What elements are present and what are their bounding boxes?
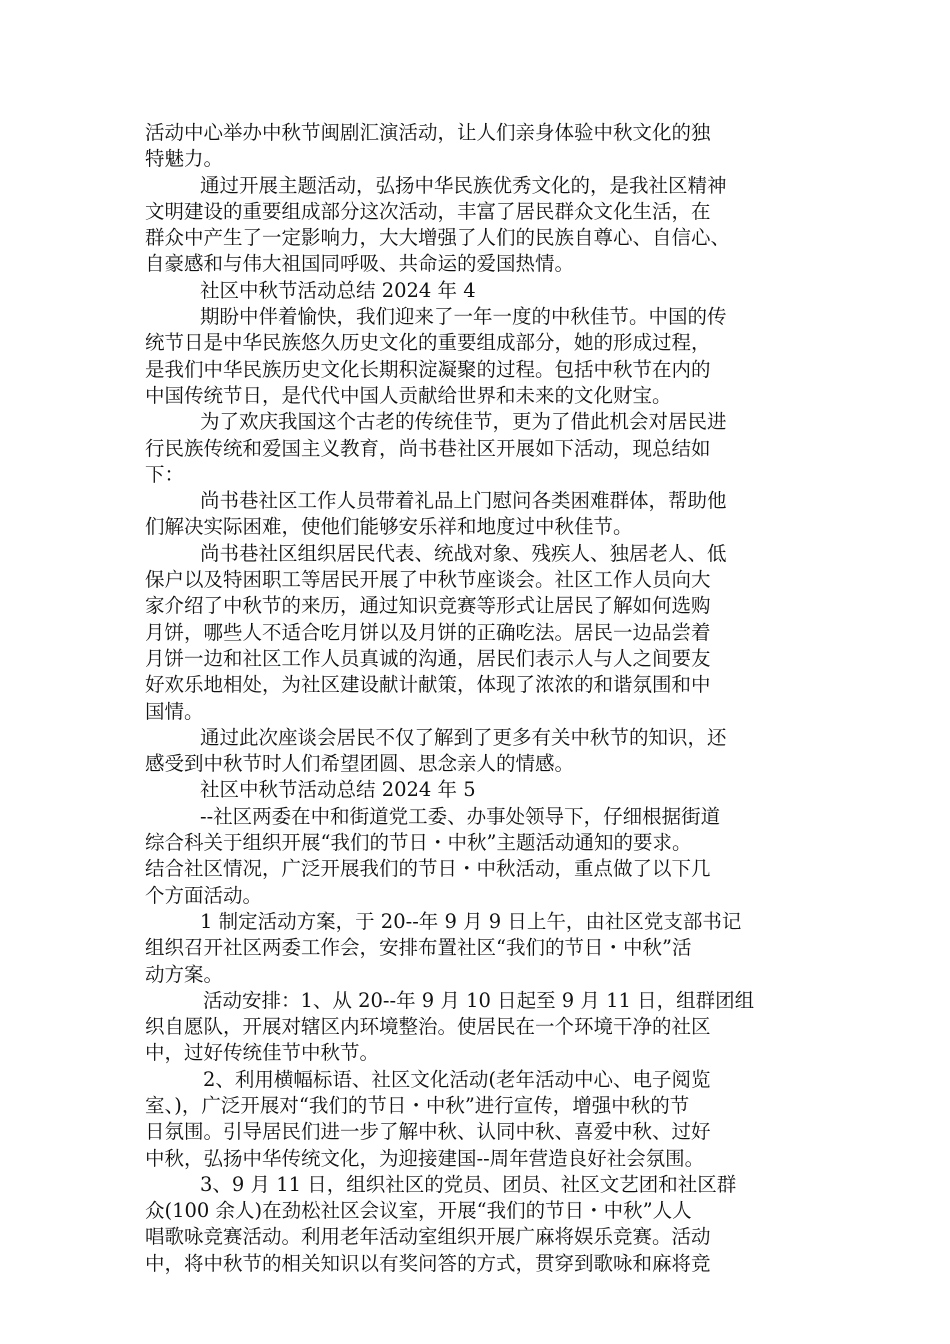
text-line: 室、)，广泛开展对“我们的节日・中秋”进行宣传，增强中秋的节 — [145, 1093, 690, 1117]
text-line: 文明建设的重要组成部分这次活动，丰富了居民群众文化生活，在 — [145, 199, 711, 223]
section-heading: 社区中秋节活动总结 2024 年 5 — [200, 778, 476, 802]
text-line: 组织召开社区两委工作会，安排布置社区“我们的节日・中秋”活 — [145, 936, 692, 960]
text-line: 日氛围。引导居民们进一步了解中秋、认同中秋、喜爱中秋、过好 — [145, 1120, 711, 1144]
text-line: 群众中产生了一定影响力，大大增强了人们的民族自尊心、自信心、 — [145, 226, 731, 250]
text-line: 个方面活动。 — [145, 883, 263, 907]
text-line: 通过此次座谈会居民不仅了解到了更多有关中秋节的知识，还 — [200, 725, 727, 749]
text-line: 国情。 — [145, 699, 204, 723]
text-line: 统节日是中华民族悠久历史文化的重要组成部分，她的形成过程， — [145, 331, 711, 355]
text-line: 保户以及特困职工等居民开展了中秋节座谈会。社区工作人员向大 — [145, 568, 711, 592]
text-line: 们解决实际困难，使他们能够安乐祥和地度过中秋佳节。 — [145, 515, 633, 539]
section-heading: 社区中秋节活动总结 2024 年 4 — [200, 278, 476, 302]
text-line: 动方案。 — [145, 962, 224, 986]
text-line: 唱歌咏竞赛活动。利用老年活动室组织开展广麻将娱乐竞赛。活动 — [145, 1225, 711, 1249]
text-line: 综合科关于组织开展“我们的节日・中秋”主题活动通知的要求。 — [145, 831, 692, 855]
text-line: 中，过好传统佳节中秋节。 — [145, 1041, 380, 1065]
text-line: 下： — [145, 462, 185, 486]
text-line: 月饼，哪些人不适合吃月饼以及月饼的正确吃法。居民一边品尝着 — [145, 620, 711, 644]
text-line: 结合社区情况，广泛开展我们的节日・中秋活动，重点做了以下几 — [145, 857, 711, 881]
text-line: 尚书巷社区组织居民代表、统战对象、残疾人、独居老人、低 — [200, 541, 727, 565]
text-line: 众(100 余人)在劲松社区会议室，开展“我们的节日・中秋”人人 — [145, 1199, 692, 1223]
text-line: 1 制定活动方案，于 20--年 9 月 9 日上午，由社区党支部书记 — [200, 909, 742, 933]
text-line: 行民族传统和爱国主义教育，尚书巷社区开展如下活动，现总结如 — [145, 436, 711, 460]
text-line: 织自愿队，开展对辖区内环境整治。使居民在一个环境干净的社区 — [145, 1015, 711, 1039]
text-line: 中国传统节日，是代代中国人贡献给世界和未来的文化财宝。 — [145, 383, 672, 407]
text-line: 2、利用横幅标语、社区文化活动(老年活动中心、电子阅览 — [203, 1067, 711, 1091]
text-line: 尚书巷社区工作人员带着礼品上门慰问各类困难群体，帮助他 — [200, 489, 727, 513]
text-line: 感受到中秋节时人们希望团圆、思念亲人的情感。 — [145, 752, 575, 776]
text-line: 特魅力。 — [145, 147, 224, 171]
text-line: 中，将中秋节的相关知识以有奖问答的方式，贯穿到歌咏和麻将竞 — [145, 1251, 711, 1275]
text-line: 3、9 月 11 日，组织社区的党员、团员、社区文艺团和社区群 — [200, 1172, 737, 1196]
text-line: 通过开展主题活动，弘扬中华民族优秀文化的，是我社区精神 — [200, 173, 727, 197]
text-line: 中秋，弘扬中华传统文化，为迎接建国--周年营造良好社会氛围。 — [145, 1146, 705, 1170]
text-line: 是我们中华民族历史文化长期积淀凝聚的过程。包括中秋节在内的 — [145, 357, 711, 381]
text-line: 好欢乐地相处，为社区建设献计献策，体现了浓浓的和谐氛围和中 — [145, 673, 711, 697]
text-line: 活动安排：1、从 20--年 9 月 10 日起至 9 月 11 日，组群团组 — [203, 988, 755, 1012]
text-line: 月饼一边和社区工作人员真诚的沟通，居民们表示人与人之间要友 — [145, 646, 711, 670]
text-line: 活动中心举办中秋节闽剧汇演活动，让人们亲身体验中秋文化的独 — [145, 121, 711, 144]
text-line: 家介绍了中秋节的来历，通过知识竞赛等形式让居民了解如何选购 — [145, 594, 711, 618]
text-line: 自豪感和与伟大祖国同呼吸、共命运的爱国热情。 — [145, 252, 575, 276]
text-line: --社区两委在中和街道党工委、办事处领导下，仔细根据街道 — [200, 804, 721, 828]
text-line: 期盼中伴着愉快，我们迎来了一年一度的中秋佳节。中国的传 — [200, 305, 727, 329]
document-page — [145, 120, 809, 1277]
text-line: 为了欢庆我国这个古老的传统佳节，更为了借此机会对居民进 — [200, 410, 727, 434]
